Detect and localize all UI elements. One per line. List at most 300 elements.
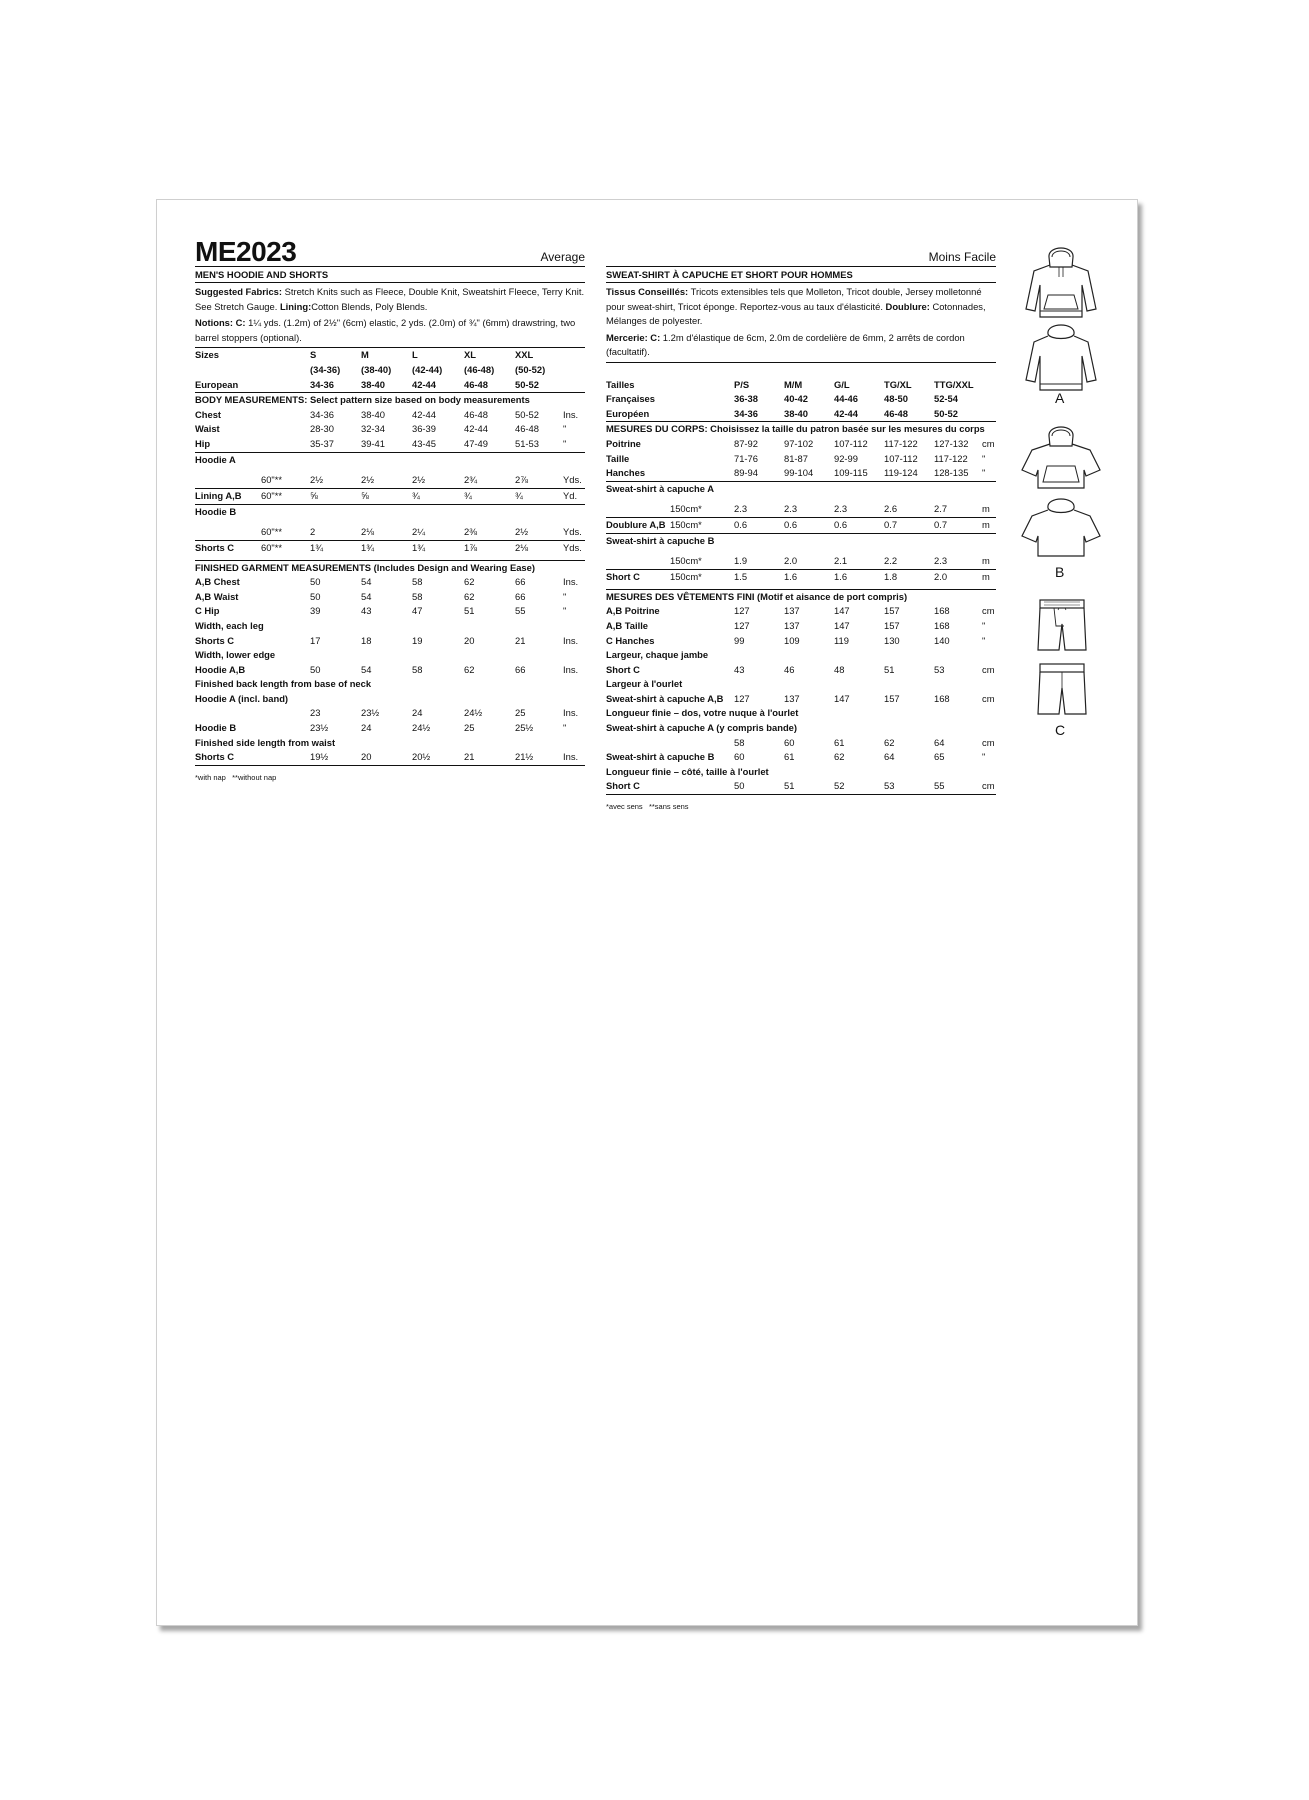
cell: 34-36 <box>310 408 334 420</box>
cell: 62 <box>464 663 475 675</box>
footnote-fr: *avec sens **sans sens <box>606 802 689 812</box>
cell: 25 <box>515 707 526 719</box>
row-label: A,B Poitrine <box>606 605 660 617</box>
unit: Yds. <box>563 541 582 553</box>
cell: 1.9 <box>734 554 748 566</box>
row-label: Width, lower edge <box>195 649 276 661</box>
lining-text: Cotton Blends, Poly Blends. <box>311 300 428 312</box>
unit: Ins. <box>563 634 579 646</box>
fin-hanches <box>606 634 996 649</box>
row-label: Short C <box>606 663 640 675</box>
fin-sweat-a <box>606 736 996 751</box>
cell: 55 <box>515 605 526 617</box>
doublure-yardage <box>606 518 996 534</box>
cell: 46 <box>784 663 795 675</box>
row-label: Short C <box>606 570 640 582</box>
cell: 60 <box>734 751 745 763</box>
cell: 2.0 <box>784 554 798 566</box>
european-cell: 42-44 <box>412 378 436 390</box>
notions-text: 1¼ yds. (1.2m) of 2½" (6cm) elastic, 2 yds. (2.0m) of ¾" (6mm) drawstring, two barrel stoppers (optional). <box>195 317 576 343</box>
cell: 24 <box>412 707 423 719</box>
cell: 20 <box>361 751 372 763</box>
row-label: Lining A,B <box>195 489 242 501</box>
sweat-b-yardage <box>606 554 996 570</box>
cell: 2⅜ <box>464 525 478 537</box>
cell: 157 <box>884 692 900 704</box>
tailles-row <box>606 378 996 393</box>
cell: 130 <box>884 634 900 646</box>
cell: 47-49 <box>464 437 488 449</box>
cell: 2⅛ <box>515 541 529 553</box>
cell: 0.7 <box>934 518 948 530</box>
shorts-c-front-illustration <box>1034 596 1090 656</box>
largeur-jambe-label <box>606 648 996 663</box>
cell: 62 <box>884 736 895 748</box>
european-cell: 38-40 <box>361 378 385 390</box>
cell: 119 <box>834 634 849 646</box>
longueur-dos-label <box>606 706 996 721</box>
cell: 127-132 <box>934 437 969 449</box>
cell: 51 <box>464 605 475 617</box>
francaises-label: Françaises <box>606 393 655 405</box>
body-row-waist <box>195 422 585 437</box>
unit: cm <box>982 736 995 748</box>
cell: 66 <box>515 576 526 588</box>
unit: Ins. <box>563 663 579 675</box>
cell: 109 <box>784 634 800 646</box>
cell: ⅝ <box>310 489 318 501</box>
cell: 58 <box>734 736 745 748</box>
row-label: C Hanches <box>606 634 655 646</box>
cell: 2.6 <box>884 502 898 514</box>
row-label: A,B Waist <box>195 590 239 602</box>
size-range-cell: (50-52) <box>515 363 546 375</box>
shorts-c-back-illustration <box>1034 660 1090 720</box>
lining-label: Lining: <box>279 300 312 312</box>
cell: 2½ <box>361 473 375 485</box>
difficulty-level: Average <box>540 250 585 264</box>
size-range-cell: (34-36) <box>310 363 341 375</box>
cell: 23½ <box>310 722 329 734</box>
row-label: C Hip <box>195 605 220 617</box>
english-header <box>195 238 585 267</box>
size-cell: TTG/XXL <box>934 378 974 390</box>
section-title: MESURES DU CORPS: Choisissez la taille du patron basée sur les mesures du corps <box>606 423 985 435</box>
section-title: BODY MEASUREMENTS: Select pattern size based on body measurements <box>195 394 530 406</box>
cell: 1.8 <box>884 570 898 582</box>
cell: 2¼ <box>412 525 426 537</box>
cell: 36-39 <box>412 423 436 435</box>
cell: 54 <box>361 576 372 588</box>
unit: m <box>982 570 990 582</box>
width-cell: 60"** <box>261 489 283 501</box>
fin-short-cote <box>606 779 996 795</box>
mercerie <box>606 331 996 363</box>
cell: 128-135 <box>934 467 969 479</box>
cell: 50 <box>734 780 745 792</box>
cell: 2.3 <box>834 502 848 514</box>
cell: 51-53 <box>515 437 539 449</box>
size-range-cell: (38-40) <box>361 363 392 375</box>
cell: 62 <box>834 751 845 763</box>
fabrics-text: Stretch Knits such as Fleece, Double Knit, Sweatshirt Fleece, Terry Knit. See Stretch Gauge. <box>195 286 585 312</box>
cell: 54 <box>361 663 372 675</box>
row-label: Hip <box>195 437 211 449</box>
european-cell: 46-48 <box>464 378 488 390</box>
cell: 39-41 <box>361 437 385 449</box>
cell: 61 <box>784 751 795 763</box>
fin-hoodie-a <box>195 706 585 721</box>
fin-sweat-b <box>606 750 996 765</box>
cell: 2⅛ <box>361 525 375 537</box>
fabrics-label: Tissus Conseillés: <box>606 286 689 297</box>
unit: m <box>982 518 990 530</box>
row-label: Sweat-shirt à capuche B <box>606 751 715 763</box>
short-c-yardage <box>606 570 996 590</box>
cell: 52 <box>834 780 845 792</box>
view-a-letter: A <box>1055 390 1065 406</box>
row-label: Shorts C <box>195 634 235 646</box>
cell: 48 <box>834 663 845 675</box>
width-cell: 150cm* <box>670 502 702 514</box>
cell: 24½ <box>412 722 431 734</box>
row-label: Shorts C <box>195 541 235 553</box>
cell: 46-48 <box>464 408 488 420</box>
cell: 17 <box>310 634 321 646</box>
section-title: MESURES DES VÊTEMENTS FINI (Motif et aisance de port compris) <box>606 590 908 602</box>
unit: cm <box>982 663 995 675</box>
lining-label: Doublure: <box>885 300 930 312</box>
cell: 2.3 <box>734 502 748 514</box>
body-row-hip <box>195 437 585 453</box>
cell: 0.6 <box>784 518 798 530</box>
hoodie-b-label <box>195 505 585 525</box>
unit: cm <box>982 692 995 704</box>
unit: Yd. <box>563 489 578 501</box>
width-cell: 60"** <box>261 473 283 485</box>
cell: 58 <box>412 663 423 675</box>
row-label: Waist <box>195 423 220 435</box>
sizes-label: Tailles <box>606 378 635 390</box>
row-label: Largeur à l'ourlet <box>606 678 683 690</box>
francaises-row <box>606 392 996 407</box>
cell: 92-99 <box>834 452 858 464</box>
cell: 1.6 <box>784 570 798 582</box>
cell: 99-104 <box>784 467 814 479</box>
mesures-corps-title <box>606 422 996 437</box>
fin-chest <box>195 575 585 590</box>
size-cell: L <box>412 349 418 361</box>
cell: 51 <box>784 780 795 792</box>
cell: 21 <box>464 751 475 763</box>
hoodie-b-front-illustration <box>1018 422 1104 492</box>
cell: 119-124 <box>884 467 918 479</box>
hoodie-a-label <box>195 453 585 473</box>
cell: 48-50 <box>884 393 908 405</box>
unit: Yds. <box>563 473 582 485</box>
lining-text: Cotonnades, Mélanges de polyester. <box>606 300 986 327</box>
row-label: Chest <box>195 408 222 420</box>
cell: 50 <box>310 576 321 588</box>
row-label: A,B Chest <box>195 576 240 588</box>
row-label: Finished back length from base of neck <box>195 678 372 690</box>
cell: 1¾ <box>361 541 375 553</box>
cell: 39 <box>310 605 321 617</box>
row-label: Hoodie A (incl. band) <box>195 692 289 704</box>
notions-label: Mercerie: C: <box>606 331 661 343</box>
cell: 36-38 <box>734 393 758 405</box>
mesures-vetements-title <box>606 590 996 605</box>
cell: 168 <box>934 619 950 631</box>
tissus-conseilles <box>606 285 996 329</box>
cell: 2.0 <box>934 570 948 582</box>
side-length-label <box>195 736 585 751</box>
fin-short <box>606 663 996 678</box>
cell: 19½ <box>310 751 329 763</box>
fin-taille <box>606 619 996 634</box>
cell: 53 <box>934 663 945 675</box>
cell: 147 <box>834 619 850 631</box>
view-c-letter: C <box>1055 722 1066 738</box>
finished-title <box>195 561 585 576</box>
size-cell: XL <box>464 349 476 361</box>
cell: 42-44 <box>464 423 488 435</box>
cell: 137 <box>784 692 800 704</box>
cell: 23 <box>310 707 321 719</box>
width-leg-label <box>195 619 585 634</box>
cell: 35-37 <box>310 437 334 449</box>
footnote: *with nap **without nap <box>195 772 277 782</box>
unit: cm <box>982 605 995 617</box>
cell: 107-112 <box>834 437 868 449</box>
size-cell: P/S <box>734 378 750 390</box>
width-cell: 60"** <box>261 541 283 553</box>
shorts-c-yardage <box>195 541 585 561</box>
suggested-fabrics <box>195 285 585 314</box>
cell: 137 <box>784 619 800 631</box>
fin-waist <box>195 590 585 605</box>
cell: 40-42 <box>784 393 808 405</box>
cell: 2½ <box>310 473 324 485</box>
cell: 47 <box>412 605 423 617</box>
cell: 1.6 <box>834 570 848 582</box>
size-cell: TG/XL <box>884 378 912 390</box>
row-label: Short C <box>606 780 640 792</box>
cell: 55 <box>934 780 945 792</box>
cell: 38-40 <box>361 408 385 420</box>
cell: 24½ <box>464 707 483 719</box>
size-range-cell: (42-44) <box>412 363 443 375</box>
cell: 99 <box>734 634 745 646</box>
size-cell: XXL <box>515 349 534 361</box>
cell: 43 <box>734 663 745 675</box>
unit: " <box>563 423 567 435</box>
width-cell: 60"** <box>261 525 283 537</box>
cell: 62 <box>464 590 475 602</box>
fin-hoodie-ab <box>195 663 585 678</box>
width-cell: 150cm* <box>670 554 702 566</box>
cell: ⅝ <box>361 489 369 501</box>
row-label: Sweat-shirt à capuche B <box>606 534 715 546</box>
cell: 0.6 <box>834 518 848 530</box>
cell: 24 <box>361 722 372 734</box>
french-title: SWEAT-SHIRT À CAPUCHE ET SHORT POUR HOMMES <box>606 267 996 283</box>
row-label: Width, each leg <box>195 619 264 631</box>
french-column <box>606 238 996 815</box>
largeur-ourlet-label <box>606 677 996 692</box>
body-row-hanches <box>606 466 996 482</box>
unit: Ins. <box>563 576 579 588</box>
unit: cm <box>982 780 995 792</box>
body-row-chest <box>195 408 585 423</box>
europeen-label: Européen <box>606 407 650 419</box>
sweat-a-label <box>606 482 996 502</box>
cell: 168 <box>934 605 950 617</box>
unit: " <box>982 619 986 631</box>
cell: 168 <box>934 692 950 704</box>
cell: 25½ <box>515 722 534 734</box>
french-header <box>606 238 996 267</box>
cell: ¾ <box>515 489 523 501</box>
cell: 42-44 <box>834 407 858 419</box>
cell: 51 <box>884 663 895 675</box>
sizes-row <box>195 348 585 363</box>
cell: ¾ <box>412 489 420 501</box>
cell: 65 <box>934 751 945 763</box>
cell: 66 <box>515 663 526 675</box>
cell: 54 <box>361 590 372 602</box>
unit: Yds. <box>563 525 582 537</box>
cell: 147 <box>834 692 850 704</box>
hoodie-a-back-illustration <box>1022 322 1100 394</box>
cell: 127 <box>734 692 750 704</box>
sizes-label: Sizes <box>195 349 219 361</box>
cell: 21 <box>515 634 526 646</box>
cell: 52-54 <box>934 393 958 405</box>
cell: 20½ <box>412 751 431 763</box>
section-title: FINISHED GARMENT MEASUREMENTS (Includes Design and Wearing Ease) <box>195 561 535 573</box>
cell: 2.3 <box>934 554 948 566</box>
hoodie-b-yardage <box>195 525 585 541</box>
fabrics-label: Suggested Fabrics: <box>195 286 282 297</box>
cell: 44-46 <box>834 393 858 405</box>
row-label: Taille <box>606 452 630 464</box>
cell: 127 <box>734 619 750 631</box>
row-label: Poitrine <box>606 437 641 449</box>
row-label: Hoodie A,B <box>195 663 246 675</box>
difficulty-level-fr: Moins Facile <box>928 250 996 264</box>
width-lower-label <box>195 648 585 663</box>
cell: 58 <box>412 576 423 588</box>
size-cell: S <box>310 349 317 361</box>
fabrics-text: Tricots extensibles tels que Molleton, Tricot double, Jersey molletonné pour sweat-shirt, Tricot éponge. Reportez-vous au taux d'élasticité. <box>606 286 982 312</box>
row-label: Longueur finie – côté, taille à l'ourlet <box>606 765 769 777</box>
cell: 64 <box>884 751 895 763</box>
row-label: Sweat-shirt à capuche A (y compris bande) <box>606 722 798 734</box>
row-label: Largeur, chaque jambe <box>606 649 709 661</box>
cell: 140 <box>934 634 950 646</box>
unit: m <box>982 554 990 566</box>
cell: 50 <box>310 663 321 675</box>
unit: " <box>982 634 986 646</box>
cell: 2.7 <box>934 502 948 514</box>
cell: 61 <box>834 736 845 748</box>
cell: 107-112 <box>884 452 918 464</box>
cell: 97-102 <box>784 437 814 449</box>
cell: 0.6 <box>734 518 748 530</box>
unit: " <box>982 452 986 464</box>
cell: 1⅞ <box>464 541 478 553</box>
cell: 2.2 <box>884 554 898 566</box>
cell: 28-30 <box>310 423 334 435</box>
fin-hoodie-b <box>195 721 585 736</box>
cell: 18 <box>361 634 372 646</box>
cell: 43-45 <box>412 437 436 449</box>
cell: 32-34 <box>361 423 385 435</box>
sweat-a-yardage <box>606 502 996 518</box>
body-row-taille <box>606 452 996 467</box>
unit: " <box>982 467 986 479</box>
cell: 117-122 <box>934 452 968 464</box>
cell: 157 <box>884 605 900 617</box>
row-label: Sweat-shirt à capuche A,B <box>606 692 724 704</box>
body-measurements-title <box>195 393 585 408</box>
european-row <box>195 378 585 394</box>
cell: 147 <box>834 605 850 617</box>
hoodie-a-front-illustration <box>1022 243 1100 323</box>
cell: 109-115 <box>834 467 868 479</box>
cell: 0.7 <box>884 518 898 530</box>
cell: 2½ <box>515 525 529 537</box>
row-label: Shorts C <box>195 751 235 763</box>
cell: 89-94 <box>734 467 758 479</box>
cell: 19 <box>412 634 423 646</box>
unit: cm <box>982 437 995 449</box>
lining-yardage <box>195 489 585 505</box>
cell: 2⅞ <box>515 473 529 485</box>
unit: " <box>982 751 986 763</box>
fin-sweat-ab <box>606 692 996 707</box>
size-cell: M <box>361 349 369 361</box>
cell: 81-87 <box>784 452 808 464</box>
unit: Ins. <box>563 751 579 763</box>
cell: 1.5 <box>734 570 748 582</box>
body-row-poitrine <box>606 437 996 452</box>
row-label: Sweat-shirt à capuche A <box>606 482 715 494</box>
cell: 157 <box>884 619 900 631</box>
unit: " <box>563 605 567 617</box>
size-cell: G/L <box>834 378 850 390</box>
row-label: Finished side length from waist <box>195 736 336 748</box>
cell: 42-44 <box>412 408 436 420</box>
hoodie-a-band-label <box>195 692 585 707</box>
notions <box>195 316 585 348</box>
fin-shorts-side <box>195 750 585 766</box>
cell: 87-92 <box>734 437 758 449</box>
fin-shorts <box>195 634 585 649</box>
cell: 21½ <box>515 751 534 763</box>
row-label: Hanches <box>606 467 646 479</box>
cell: 25 <box>464 722 475 734</box>
cell: 71-76 <box>734 452 758 464</box>
view-b-letter: B <box>1055 564 1065 580</box>
cell: 127 <box>734 605 750 617</box>
row-label: Longueur finie – dos, votre nuque à l'ourlet <box>606 707 799 719</box>
cell: 1¾ <box>310 541 324 553</box>
cell: 46-48 <box>515 423 539 435</box>
unit: Ins. <box>563 707 579 719</box>
english-column <box>195 238 585 785</box>
